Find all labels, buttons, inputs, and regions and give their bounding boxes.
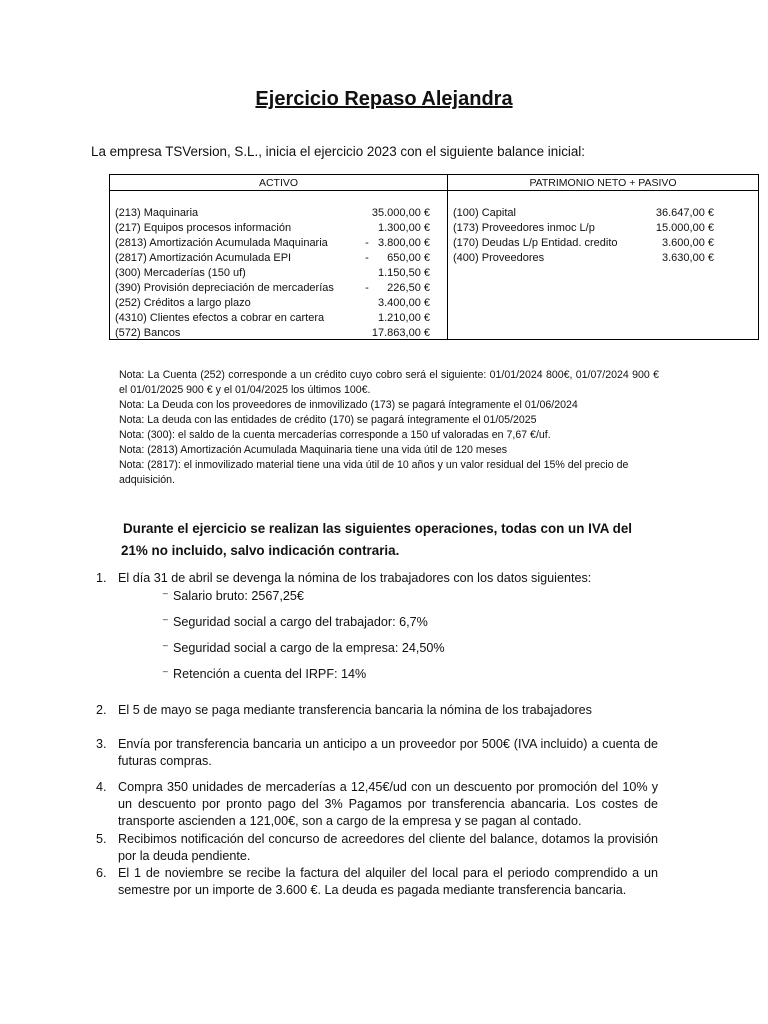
account-amount: 1.300,00 € bbox=[378, 222, 430, 234]
account-label: (173) Proveedores inmoc L/p bbox=[453, 222, 595, 234]
note: Nota: (2813) Amortización Acumulada Maquinaria tiene una vida útil de 120 meses bbox=[119, 444, 508, 456]
payroll-text: Seguridad social a cargo del trabajador: 6,7% bbox=[173, 615, 428, 629]
account-amount: 3.630,00 € bbox=[662, 252, 714, 264]
dash-bullet: ⁻ bbox=[162, 615, 169, 629]
notes-block bbox=[119, 368, 659, 488]
activo-header: ACTIVO bbox=[258, 177, 299, 189]
operations-heading bbox=[121, 518, 661, 562]
payroll-item bbox=[162, 666, 366, 682]
dash-bullet: ⁻ bbox=[162, 667, 169, 681]
operation-item bbox=[96, 831, 658, 865]
operation-text: Compra 350 unidades de mercaderías a 12,45€/ud con un descuento por promoción del 10% y un descuento por pronto pago del 3% Pagamos por transferencia abancaria. Los costes de transporte ascienden a 121,00€, son a cargo de la empresa y se pagan al contado. bbox=[118, 780, 658, 828]
balance-row bbox=[115, 236, 430, 251]
account-label: (2813) Amortización Acumulada Maquinaria bbox=[115, 237, 328, 249]
account-amount: - 650,00 € bbox=[365, 252, 430, 264]
note: Nota: La Deuda con los proveedores de inmovilizado (173) se pagará íntegramente el 01/06/2024 bbox=[119, 399, 578, 411]
account-label: (572) Bancos bbox=[115, 327, 181, 339]
column-divider bbox=[447, 175, 448, 339]
account-label: (4310) Clientes efectos a cobrar en cartera bbox=[115, 312, 325, 324]
operation-number: 6. bbox=[96, 866, 107, 880]
header-rule bbox=[110, 190, 758, 191]
note: Nota: (2817): el inmovilizado material tiene una vida útil de 10 años y un valor residual del 15% del precio de adquisición. bbox=[119, 459, 629, 486]
balance-row bbox=[453, 236, 714, 251]
account-label: (100) Capital bbox=[453, 207, 516, 219]
balance-row bbox=[115, 326, 430, 341]
operation-number: 3. bbox=[96, 737, 107, 751]
operation-number: 4. bbox=[96, 780, 107, 794]
balance-row bbox=[115, 296, 430, 311]
balance-row bbox=[115, 311, 430, 326]
account-label: (2817) Amortización Acumulada EPI bbox=[115, 252, 292, 264]
dash-bullet: ⁻ bbox=[162, 641, 169, 655]
account-amount: 1.150,50 € bbox=[378, 267, 430, 279]
operation-item bbox=[96, 736, 658, 770]
balance-row bbox=[115, 206, 430, 221]
payroll-item bbox=[162, 640, 445, 656]
account-amount: 3.600,00 € bbox=[662, 237, 714, 249]
balance-row bbox=[453, 221, 714, 236]
operations-heading-text: Durante el ejercicio se realizan las siguientes operaciones, todas con un IVA del 21% no incluido, salvo indicación contraria. bbox=[121, 521, 633, 558]
payroll-item bbox=[162, 588, 304, 604]
operation-number: 5. bbox=[96, 832, 107, 846]
balance-row bbox=[453, 251, 714, 266]
account-amount: 35.000,00 € bbox=[371, 207, 430, 219]
operation-number: 2. bbox=[96, 703, 107, 717]
dash-bullet: ⁻ bbox=[162, 589, 169, 603]
payroll-text: Retención a cuenta del IRPF: 14% bbox=[173, 667, 367, 681]
pasivo-header: PATRIMONIO NETO + PASIVO bbox=[529, 177, 677, 189]
balance-row bbox=[115, 266, 430, 281]
operation-text: Envía por transferencia bancaria un anticipo a un proveedor por 500€ (IVA incluido) a cuenta de futuras compras. bbox=[118, 737, 658, 768]
operation-number: 1. bbox=[96, 571, 107, 585]
account-label: (213) Maquinaria bbox=[115, 207, 199, 219]
note: Nota: (300): el saldo de la cuenta mercaderías corresponde a 150 uf valoradas en 7,67 €/uf. bbox=[119, 429, 551, 441]
account-amount: 17.863,00 € bbox=[371, 327, 430, 339]
account-amount: 36.647,00 € bbox=[655, 207, 714, 219]
operation-text: Recibimos notificación del concurso de acreedores del cliente del balance, dotamos la provisión por la deuda pendiente. bbox=[118, 832, 658, 863]
account-label: (170) Deudas L/p Entidad. credito bbox=[453, 237, 618, 249]
account-label: (300) Mercaderías (150 uf) bbox=[115, 267, 246, 279]
account-label: (390) Provisión depreciación de mercaderías bbox=[115, 282, 334, 294]
operation-item bbox=[96, 779, 658, 830]
balance-row bbox=[453, 206, 714, 221]
account-amount: 3.400,00 € bbox=[378, 297, 430, 309]
account-label: (217) Equipos procesos información bbox=[115, 222, 292, 234]
operation-text: El 5 de mayo se paga mediante transferencia bancaria la nómina de los trabajadores bbox=[118, 703, 592, 717]
document-title: Ejercicio Repaso Alejandra bbox=[255, 88, 513, 110]
account-label: (252) Créditos a largo plazo bbox=[115, 297, 251, 309]
note: Nota: La deuda con las entidades de crédito (170) se pagará íntegramente el 01/05/2025 bbox=[119, 414, 537, 426]
account-amount: - 226,50 € bbox=[365, 282, 430, 294]
operation-item bbox=[96, 702, 658, 719]
balance-row bbox=[115, 221, 430, 236]
intro-text: La empresa TSVersion, S.L., inicia el ejercicio 2023 con el siguiente balance inicial: bbox=[91, 144, 586, 159]
balance-row bbox=[115, 281, 430, 296]
operation-text: El 1 de noviembre se recibe la factura del alquiler del local para el periodo comprendido a un semestre por un importe de 3.600 €. La deuda es pagada mediante transferencia bancaria. bbox=[118, 866, 658, 897]
operation-item bbox=[96, 865, 658, 899]
payroll-item bbox=[162, 614, 428, 630]
payroll-text: Salario bruto: 2567,25€ bbox=[173, 589, 304, 603]
pasivo-list bbox=[453, 206, 714, 266]
account-amount: 15.000,00 € bbox=[655, 222, 714, 234]
activo-list bbox=[115, 206, 430, 341]
account-label: (400) Proveedores bbox=[453, 252, 545, 264]
operation-item bbox=[96, 570, 658, 587]
operation-text: El día 31 de abril se devenga la nómina de los trabajadores con los datos siguientes: bbox=[118, 571, 592, 585]
note: Nota: La Cuenta (252) corresponde a un crédito cuyo cobro será el siguiente: 01/01/2024 800€, 01/07/2024 900 € el 01/01/2025 900 € y el 01/04/2025 los últimos 100€. bbox=[119, 369, 659, 396]
balance-table bbox=[109, 174, 759, 340]
account-amount: - 3.800,00 € bbox=[365, 237, 430, 249]
payroll-text: Seguridad social a cargo de la empresa: 24,50% bbox=[173, 641, 445, 655]
account-amount: 1.210,00 € bbox=[378, 312, 430, 324]
balance-row bbox=[115, 251, 430, 266]
